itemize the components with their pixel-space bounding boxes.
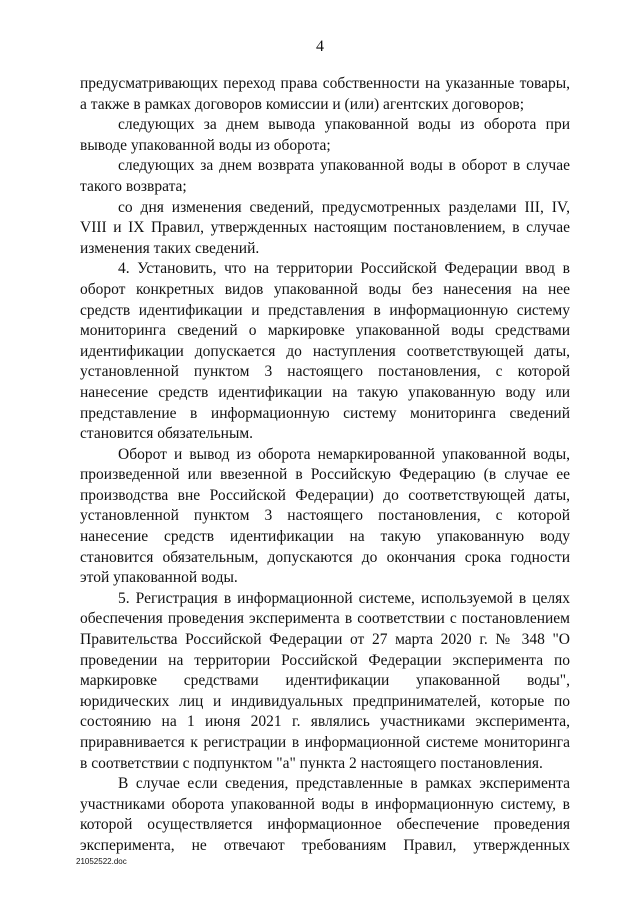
page-number: 4	[316, 38, 324, 55]
paragraph-continuation: предусматривающих переход права собственности на указанные товары, а также в рамках договоров комиссии и (или) агентских договоров;	[80, 75, 570, 113]
paragraph-unmarked-turnover: Оборот и вывод из оборота немаркированной упакованной воды, произведенной или ввезенной в Российскую Федерацию (в случае ее производства вне Российской Федерации) до соответствующей даты, установленной пунктом 3 настоящего постановления, с которой нанесение средств идентификации на такую упакованную воду становится обязательным, допускаются до окончания срока годности этой упакованной воды.	[80, 445, 570, 587]
document-body	[80, 74, 570, 857]
paragraph-changes-clause: со дня изменения сведений, предусмотренных разделами III, IV, VIII и IX Правил, утвержденных настоящим постановлением, в случае изменения таких сведений.	[80, 198, 570, 257]
paragraph-item-5: 5. Регистрация в информационной системе, используемой в целях обеспечения проведения эксперимента в соответствии с постановлением Правительства Российской Федерации от 27 марта 2020 г. № 348 "О проведении на территории Российской Федерации эксперимента по маркировке средствами идентификации упакованной воды", юридических лиц и индивидуальных предпринимателей, которые по состоянию на 1 июня 2021 г. являлись участниками эксперимента, приравнивается к регистрации в информационной системе мониторинга в соответствии с подпунктом "а" пункта 2 настоящего постановления.	[80, 589, 570, 772]
footer-filename: 21052522.doc	[76, 857, 127, 866]
paragraph-return-clause: следующих за днем возврата упакованной воды в оборот в случае такого возврата;	[80, 157, 570, 195]
paragraph-item-4: 4. Установить, что на территории Российской Федерации ввод в оборот конкретных видов упакованной воды без нанесения на нее средств идентификации и представления в информационную систему мониторинга сведений о маркировке упакованной воды средствами идентификации допускается до наступления соответствующей даты, установленной пунктом 3 настоящего постановления, с которой нанесение средств идентификации на такую упакованную воду или представление в информационную систему мониторинга сведений становится обязательным.	[80, 260, 570, 443]
paragraph-experiment-data: В случае если сведения, представленные в рамках эксперимента участниками оборота упакованной воды в информационную систему, в которой осуществляется информационное обеспечение проведения эксперимента, не отвечают требованиям Правил, утвержденных	[80, 775, 570, 854]
paragraph-withdrawal-clause: следующих за днем вывода упакованной воды из оборота при выводе упакованной воды из оборота;	[80, 116, 570, 154]
